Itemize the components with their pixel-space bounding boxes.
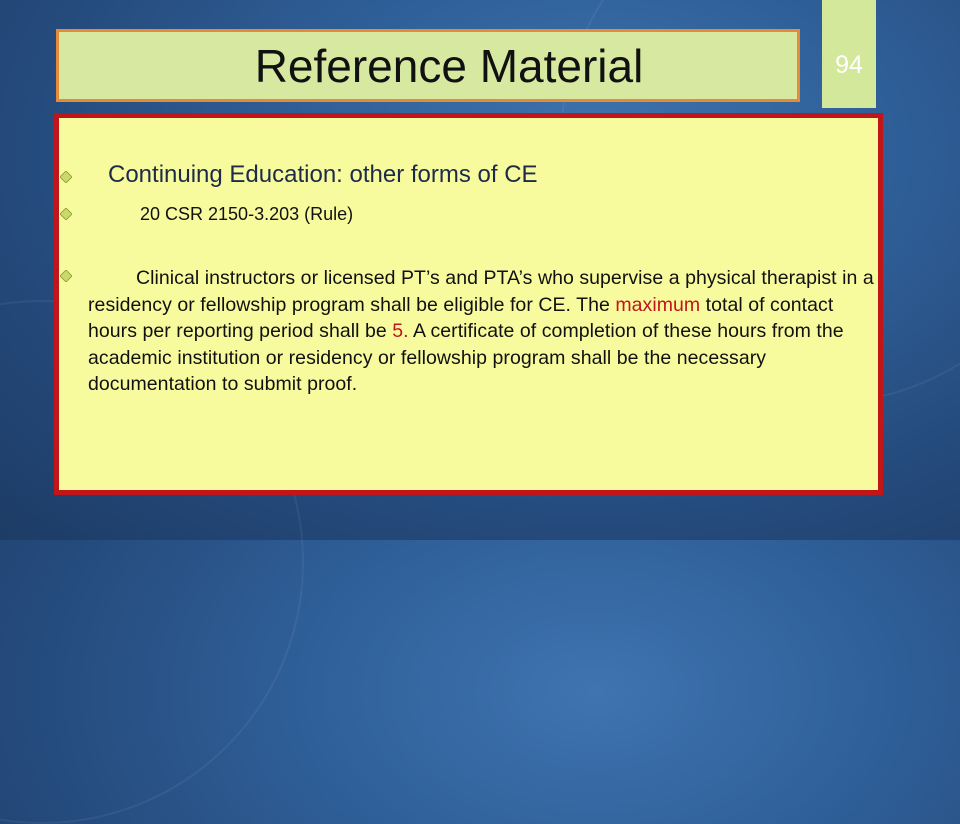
rule-paragraph (88, 265, 878, 398)
highlight-maximum: maximum (615, 293, 701, 316)
diamond-bullet-icon (60, 270, 72, 282)
diamond-bullet-icon (60, 171, 72, 183)
bullet-heading: Continuing Education: other forms of CE (108, 161, 538, 188)
paragraph-text: Clinical instructors or licensed PT’s and PTA’s who supervise a physical therapist in a residency or fellowship program shall be eligible for CE. The (88, 267, 874, 316)
paragraph-text: total of contact hours per reporting period shall be (88, 293, 834, 342)
diamond-bullet-icon (60, 208, 72, 220)
title-box (56, 29, 800, 102)
paragraph-text: A certificate of completion of these hours from the academic institution or residency or fellowship program shall be the necessary documentation to submit proof. (88, 320, 844, 395)
page-title: Reference Material (254, 40, 644, 92)
page-number-box (822, 0, 876, 108)
rule-reference: 20 CSR 2150-3.203 (Rule) (140, 204, 354, 224)
page-number: 94 (835, 51, 863, 79)
highlight-hours: 5. (392, 320, 409, 342)
